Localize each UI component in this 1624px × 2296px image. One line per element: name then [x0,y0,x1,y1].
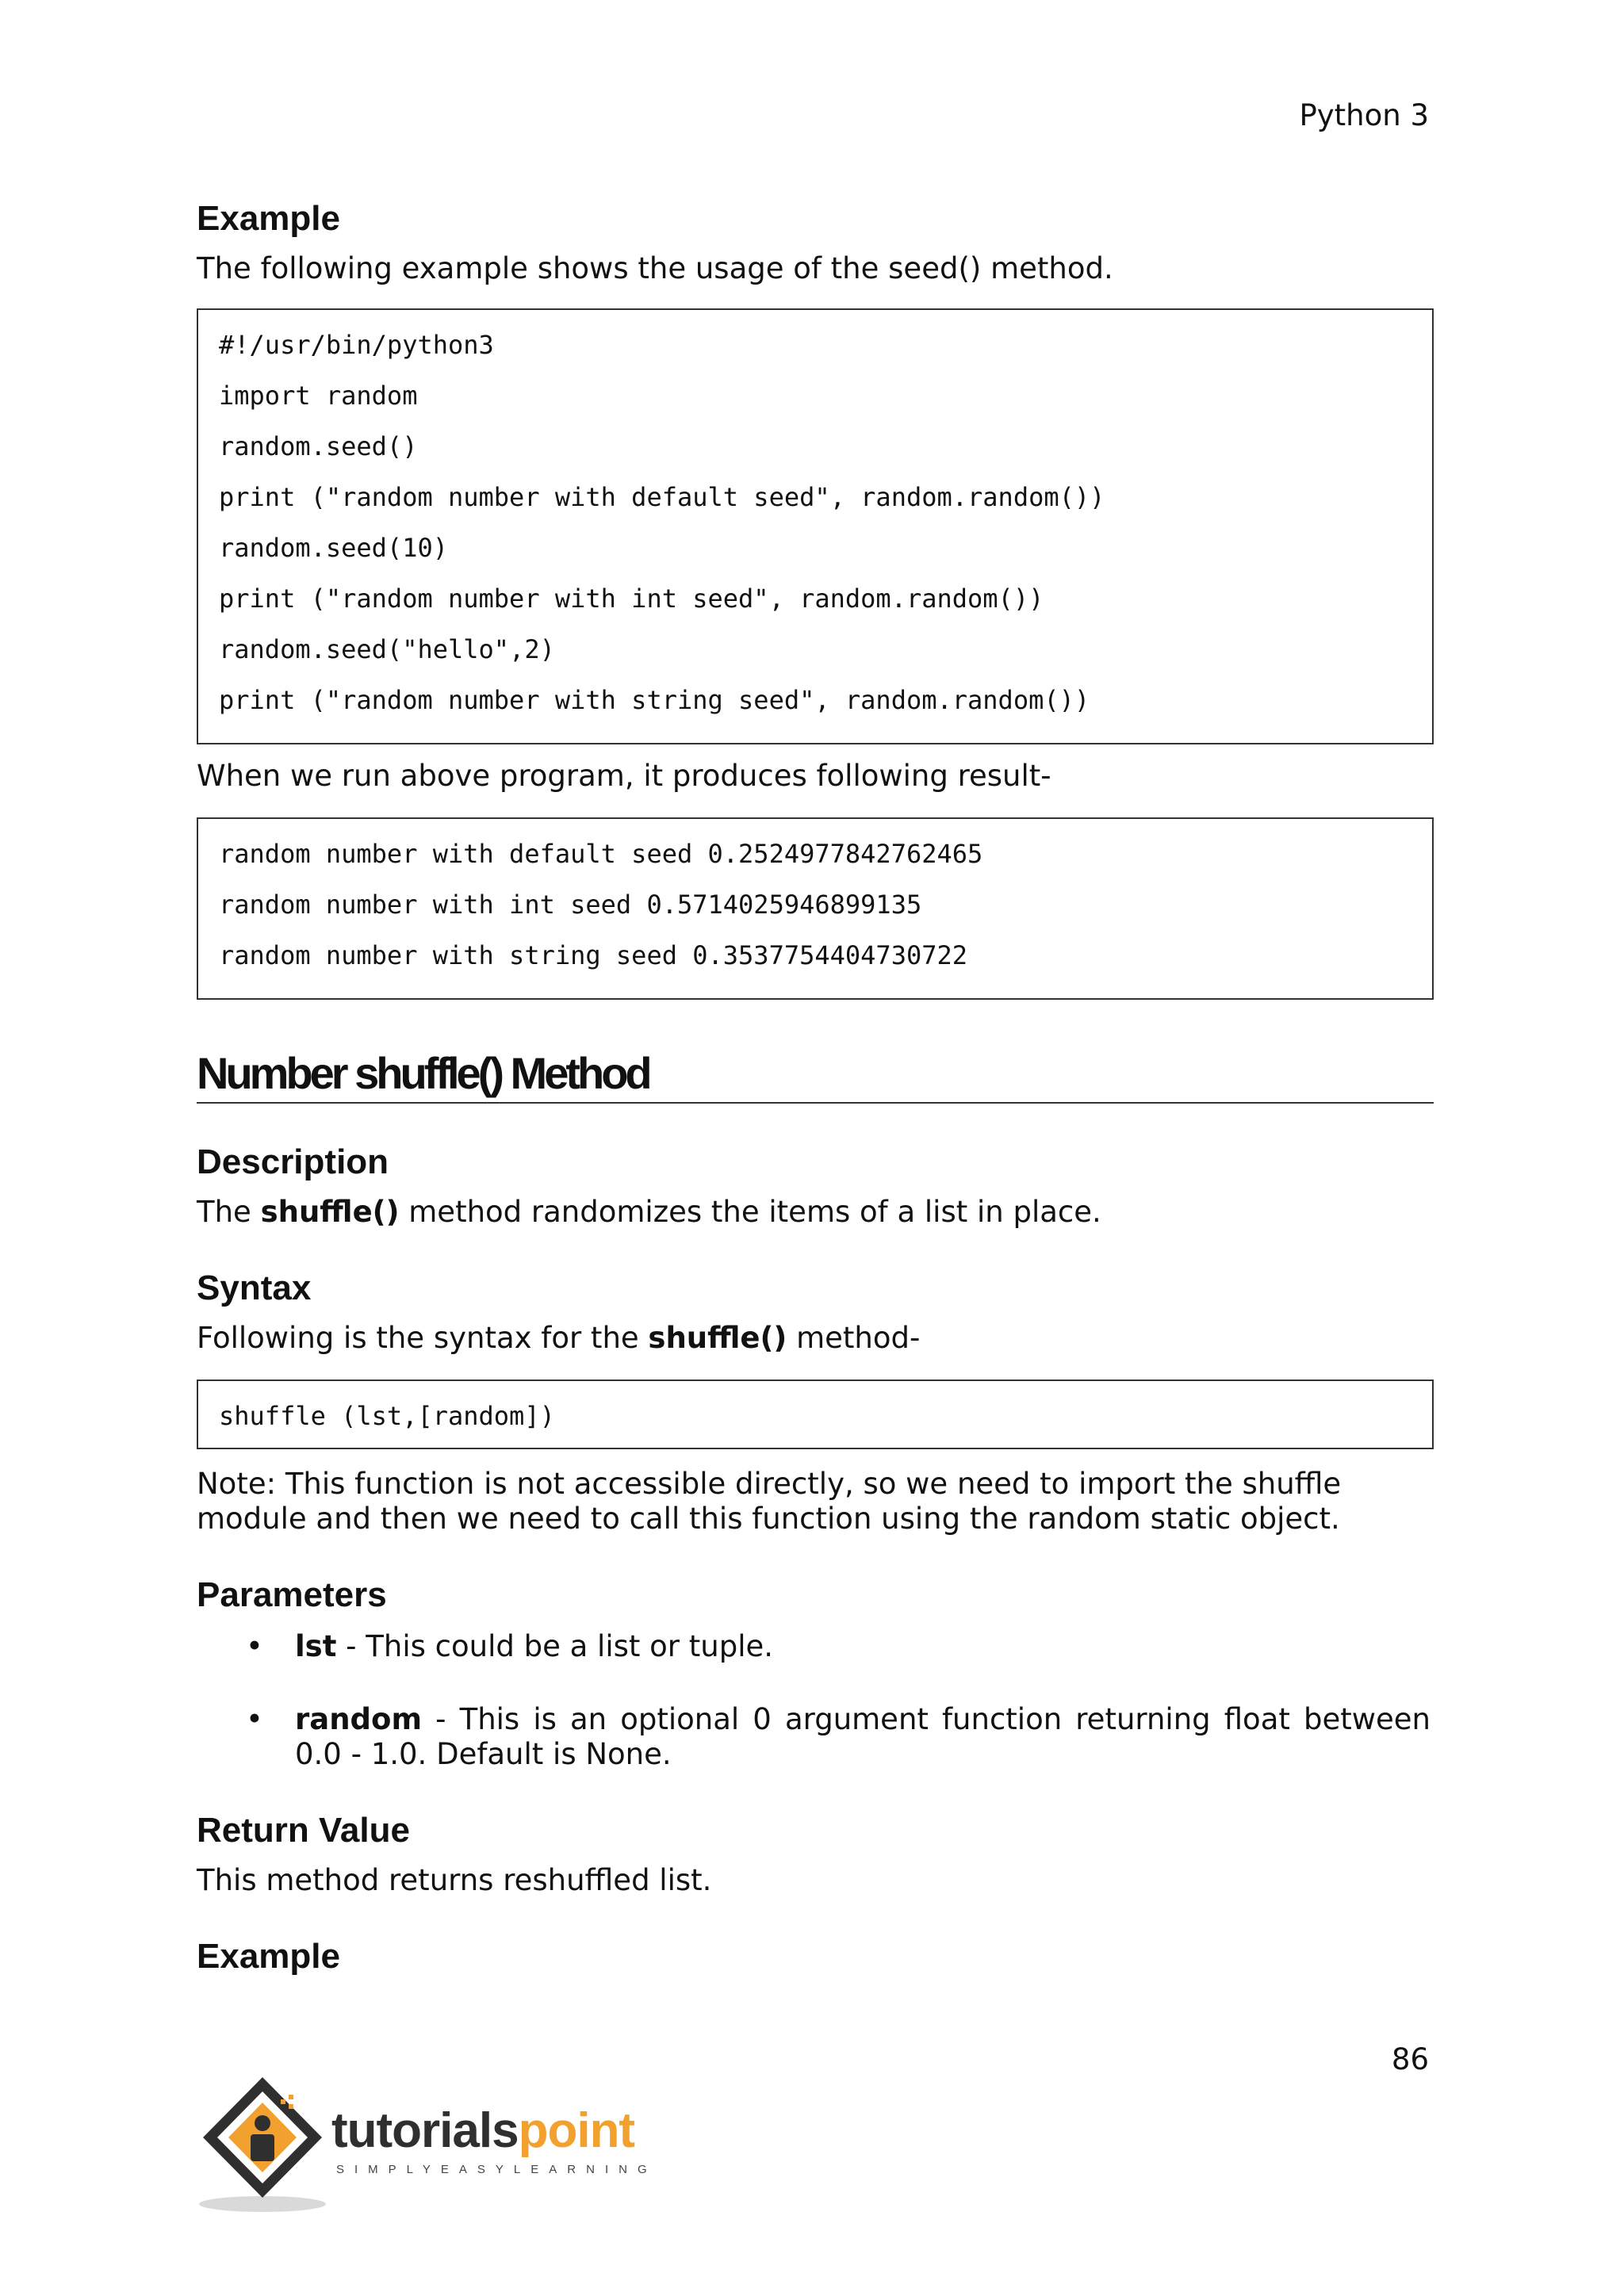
logo-wordmark: tutorialspoint [331,2103,635,2158]
code-line: print ("random number with int seed", random.random()) [219,583,1044,614]
example1-code-block [197,308,1434,744]
output-line: random number with string seed 0.3537754404730722 [219,939,968,970]
syntax-code-block [197,1380,1434,1449]
code-line: random.seed(10) [219,532,448,563]
syntax-method: shuffle() [648,1320,787,1355]
code-line: #!/usr/bin/python3 [219,329,494,360]
code-line: random.seed("hello",2) [219,633,555,664]
header-title: Python 3 [1299,98,1429,132]
bullet-icon: • [246,1628,263,1663]
page-number: 86 [1391,2042,1429,2076]
description-text [197,1195,1431,1230]
list-item [197,1702,1431,1772]
page-content [197,198,1431,1977]
section-divider [197,1102,1434,1104]
logo-emblem-icon [195,2071,330,2214]
description-prefix: The [197,1195,261,1230]
tutorialspoint-logo [195,2071,655,2214]
list-item [197,1629,1431,1664]
syntax-text [197,1321,1431,1356]
param-desc: - This could be a list or tuple. [336,1628,774,1663]
description-method: shuffle() [260,1195,400,1230]
param-desc: - This is an optional 0 argument function returning float between 0.0 - 1.0. Default is None. [295,1701,1431,1771]
output-line: random number with int seed 0.5714025946899135 [219,889,922,920]
section-header [197,1049,1431,1104]
bullet-icon: • [246,1701,263,1736]
logo-tagline: SIMPLYEASYLEARNING [336,2163,657,2176]
example2-heading: Example [197,1936,340,1976]
description-heading: Description [197,1142,389,1182]
example1-heading: Example [197,199,340,238]
parameters-heading: Parameters [197,1575,387,1614]
param-name: random [295,1701,423,1736]
param-name: lst [295,1628,337,1663]
example1-output-block [197,817,1434,1000]
result-intro: When we run above program, it produces following result- [197,758,1051,793]
code-line: print ("random number with string seed", random.random()) [219,684,1090,715]
example1-intro: The following example shows the usage of the seed() method. [197,251,1113,285]
syntax-prefix: Following is the syntax for the [197,1320,649,1355]
output-line: random number with default seed 0.2524977842762465 [219,838,983,869]
page-header [1299,98,1429,132]
parameters-list [197,1629,1431,1772]
syntax-heading: Syntax [197,1269,312,1308]
description-suffix: method randomizes the items of a list in place. [399,1195,1101,1230]
code-line: random.seed() [219,430,418,461]
syntax-suffix: method- [787,1320,921,1355]
syntax-note: Note: This function is not accessible directly, so we need to import the shuffle module and then we need to call this function using the random static object. [197,1466,1342,1536]
code-line: import random [219,380,418,411]
section-title: Number shuffle() Method [197,1047,649,1098]
syntax-code: shuffle (lst,[random]) [219,1400,555,1431]
return-value-heading: Return Value [197,1810,410,1850]
code-line: print ("random number with default seed", random.random()) [219,481,1105,512]
return-value-text: This method returns reshuffled list. [197,1862,712,1897]
